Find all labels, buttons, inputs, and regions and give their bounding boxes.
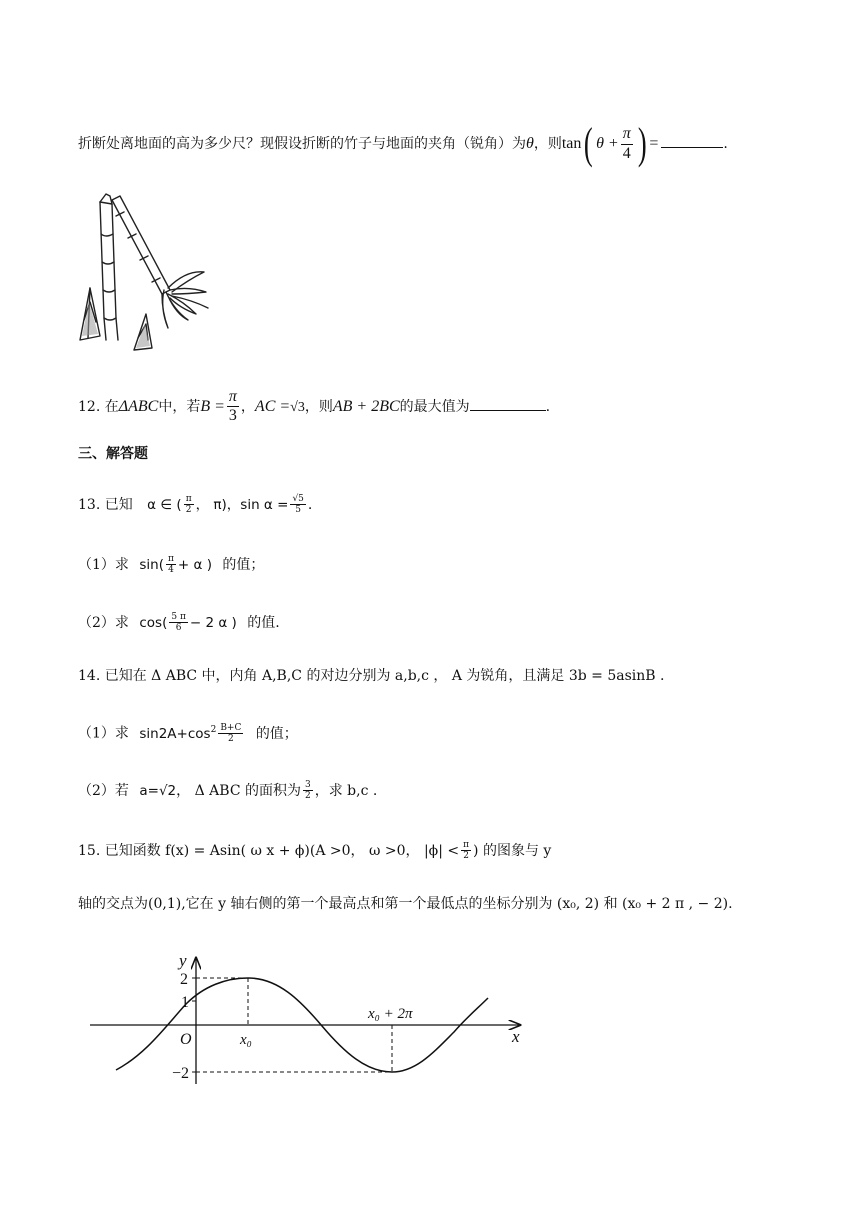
sine-graph — [86, 952, 536, 1092]
q13-alpha-in: α ∈ ( — [147, 496, 182, 513]
q14-p1-den: 2 — [227, 734, 234, 745]
q11-theta-plus: θ + — [596, 135, 619, 152]
q11-left-paren: ( — [584, 119, 594, 168]
q14-p1-label: （1）求 — [78, 725, 129, 742]
q12-comma: ， — [240, 398, 255, 415]
q13-part2 — [78, 612, 280, 634]
q13-part1 — [78, 554, 264, 576]
q13-p2-frac — [169, 612, 188, 634]
q13-p2-tail: 的值. — [247, 614, 280, 631]
y-tick-label-1: 1 — [181, 994, 189, 1011]
origin-label: O — [180, 1031, 192, 1048]
q12-tail: 的最大值为 — [399, 398, 470, 415]
q11-tan: tan — [561, 135, 582, 152]
q13-p1-four: 4 — [168, 565, 174, 576]
q15-stem-a: 15. 已知函数 f(x) = Asin( ω x + ϕ)(A >0， ω >0， |ϕ| < — [78, 842, 460, 859]
q13-p2-den: 6 — [175, 623, 182, 634]
q14-stem: 14. 已知在 Δ ABC 中，内角 A,B,C 的对边分别为 a,b,c ， A 为锐角，且满足 3b = 5asinB . — [78, 668, 665, 684]
q13-p1-expr-a: sin( — [139, 556, 164, 573]
q13-end: . — [307, 496, 313, 513]
q11-then: ，则 — [533, 136, 562, 152]
q14-p2-num: 3 — [305, 780, 311, 790]
x0-label: x₀ — [240, 1032, 252, 1048]
q15-line2: 轴的交点为(0,1),它在 y 轴右侧的第一个最高点和第一个最低点的坐标分别为 (x₀, 2) 和 (x₀ + 2 π , − 2). — [78, 896, 733, 912]
q11-right-paren: ) — [637, 119, 647, 168]
q14-p2-tail: ，求 b,c . — [314, 782, 378, 799]
bamboo-illustration — [76, 190, 216, 362]
q13-two: 2 — [185, 505, 192, 516]
q12-in: 在 — [104, 398, 119, 415]
q14-p2-den: 2 — [305, 791, 311, 802]
q13-p1-pi: π — [167, 554, 174, 564]
q12-triangle: ΔABC — [118, 397, 159, 415]
q14-part1 — [78, 720, 298, 745]
q12-answer-blank — [470, 396, 546, 411]
q13-sqrt5: √5 — [292, 494, 304, 504]
q13-pi-over-2 — [184, 494, 194, 516]
q14-p1-expr: sin2A+cos — [139, 725, 211, 742]
q15-pi: π — [463, 840, 470, 850]
q12-pi: π — [227, 388, 239, 407]
q14-p1-tail: 的值； — [255, 725, 298, 742]
q12-mid: 中，若 — [158, 398, 201, 415]
q14-part2 — [78, 780, 377, 802]
q14-p1-frac — [218, 723, 243, 745]
q12-number: 12. — [78, 398, 101, 415]
x-axis-label: x — [512, 1027, 520, 1046]
q13-mid: ， π)，sin α = — [195, 496, 289, 513]
q12-then: ，则 — [304, 398, 333, 415]
q14-p2-mid: ， Δ ABC 的面积为 — [176, 782, 301, 799]
q11-answer-blank — [661, 133, 723, 148]
q12-ac: AC = — [254, 397, 291, 415]
q13-p2-num: 5 π — [171, 612, 186, 622]
q14-p2-label: （2）若 — [78, 782, 129, 799]
q13-stem — [78, 494, 312, 516]
q11-four: 4 — [622, 144, 631, 162]
y-tick-label-2: 2 — [180, 971, 188, 988]
y-tick-label-neg2: −2 — [172, 1065, 190, 1082]
q15-pi-over-2 — [461, 840, 471, 862]
q13-pi: π — [185, 494, 192, 504]
q12-line — [78, 388, 550, 426]
q13-p2-label: （2）求 — [78, 614, 129, 631]
q15-stem — [78, 840, 551, 862]
q11-pi-over-4 — [621, 125, 633, 163]
q14-p1-num: B+C — [220, 722, 242, 733]
q11-line — [78, 119, 728, 168]
q11-pi: π — [621, 125, 633, 144]
q14-p2-a: a=√2 — [139, 782, 177, 799]
q14-p2-frac — [303, 780, 313, 802]
q13-p1-expr-b: + α ) — [177, 556, 212, 573]
q11-text: 折断处离地面的高为多少尺？现假设折断的竹子与地面的夹角（锐角）为 — [78, 136, 526, 152]
q12-b-eq: B = — [200, 397, 225, 415]
q11-theta: θ — [526, 135, 534, 152]
q13-sqrt5-over-5 — [290, 494, 305, 516]
q15-two: 2 — [463, 851, 469, 862]
q13-five: 5 — [295, 505, 302, 516]
q11-equals: = — [649, 135, 659, 152]
y-axis-label: y — [179, 952, 187, 970]
q13-number: 13. 已知 — [78, 496, 133, 513]
q12-period: . — [545, 398, 551, 415]
q12-expr: AB + 2BC — [332, 397, 400, 415]
q12-three: 3 — [228, 407, 237, 425]
q12-pi-over-3 — [227, 388, 239, 426]
q13-p2-expr-a: cos( — [139, 614, 168, 631]
q12-sqrt3: √3 — [290, 399, 305, 415]
q13-p1-label: （1）求 — [78, 556, 129, 573]
q13-p2-expr-b: − 2 α ) — [189, 614, 237, 631]
section-heading: 三、解答题 — [78, 446, 148, 462]
x0-plus-2pi-label: x₀ + 2π — [368, 1006, 413, 1022]
q15-stem-b: ) 的图象与 y — [473, 842, 552, 859]
q13-p1-tail: 的值； — [222, 556, 265, 573]
q11-period: . — [723, 136, 728, 152]
q14-p1-sup: 2 — [210, 725, 217, 735]
q13-p1-frac — [166, 554, 176, 576]
